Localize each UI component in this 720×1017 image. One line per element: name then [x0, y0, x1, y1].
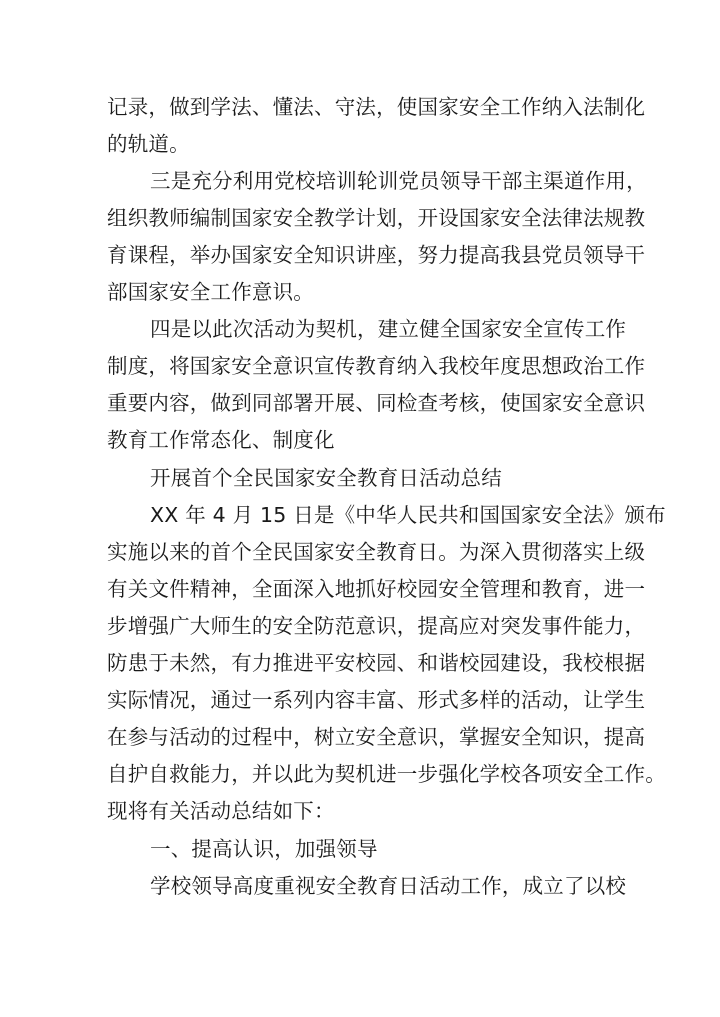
- paragraph-start-line: 四是以此次活动为契机，建立健全国家安全宣传工作: [150, 317, 627, 341]
- text-line: 组织教师编制国家安全教学计划，开设国家安全法律法规教: [107, 206, 646, 230]
- text-line: 的轨道。: [107, 132, 190, 156]
- text-line: 现将有关活动总结如下：: [107, 799, 335, 823]
- text-line: 实际情况，通过一系列内容丰富、形式多样的活动，让学生: [107, 688, 646, 712]
- text-line: 步增强广大师生的安全防范意识，提高应对突发事件能力，: [107, 614, 646, 638]
- paragraph-start-line: 三是充分利用党校培训轮训党员领导干部主渠道作用，: [150, 169, 647, 193]
- paragraph-start-line: 学校领导高度重视安全教育日活动工作，成立了以校: [150, 874, 627, 898]
- text-line: 育课程，举办国家安全知识讲座，努力提高我县党员领导干: [107, 243, 646, 267]
- text-line: 在参与活动的过程中，树立安全意识，掌握安全知识，提高: [107, 725, 646, 749]
- text-line: 有关文件精神，全面深入地抓好校园安全管理和教育，进一: [107, 577, 646, 601]
- text-line: 实施以来的首个全民国家安全教育日。为深入贯彻落实上级: [107, 540, 646, 564]
- text-line: 自护自救能力，并以此为契机进一步强化学校各项安全工作。: [107, 762, 666, 786]
- text-line: 重要内容，做到同部署开展、同检查考核，使国家安全意识: [107, 391, 646, 415]
- section-heading: 一、提高认识，加强领导: [150, 837, 378, 861]
- text-line: 制度，将国家安全意识宣传教育纳入我校年度思想政治工作: [107, 354, 646, 378]
- section-title: 开展首个全民国家安全教育日活动总结: [150, 466, 502, 490]
- text-line: 记录，做到学法、懂法、守法，使国家安全工作纳入法制化: [107, 95, 646, 119]
- text-line: 教育工作常态化、制度化: [107, 428, 335, 452]
- text-line: 部国家安全工作意识。: [107, 280, 314, 304]
- text-line: 防患于未然，有力推进平安校园、和谐校园建设，我校根据: [107, 651, 646, 675]
- paragraph-start-line: XX 年 4 月 15 日是《中华人民共和国国家安全法》颁布: [150, 503, 666, 527]
